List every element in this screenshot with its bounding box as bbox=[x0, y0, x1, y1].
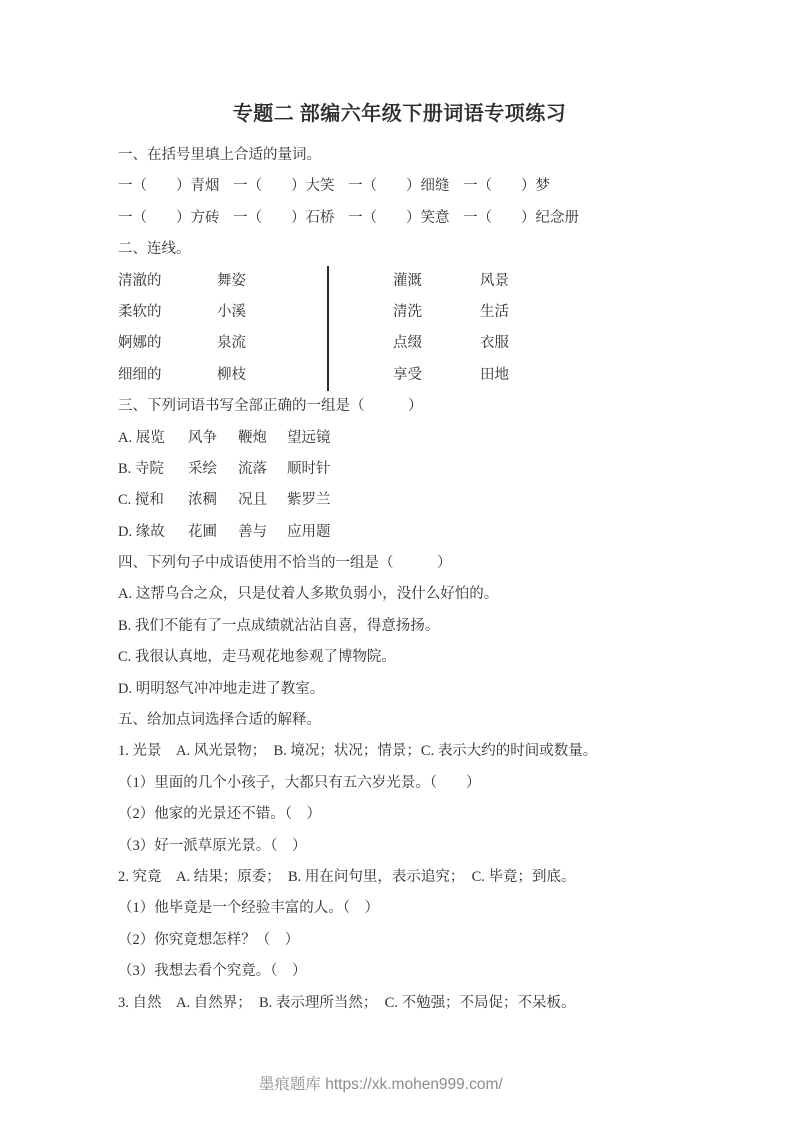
fill-blank-item: 一（ ）青烟 bbox=[118, 178, 220, 195]
page-title: 专题二 部编六年级下册词语专项练习 bbox=[232, 103, 567, 125]
match-word: 风景 bbox=[480, 272, 509, 289]
fill-blank-item: 一（ ）细缝 bbox=[348, 178, 450, 195]
option-word: D. 缘故 bbox=[118, 523, 165, 540]
match-word: 柳枝 bbox=[217, 366, 246, 383]
option-sentence-a: A. 这帮乌合之众，只是仗着人多欺负弱小，没什么好怕的。 bbox=[118, 586, 499, 603]
match-word: 衣服 bbox=[480, 335, 509, 352]
fill-blank-item: 一（ ）石桥 bbox=[233, 209, 335, 226]
option-word: 善与 bbox=[238, 523, 267, 540]
sub-question: （1）里面的几个小孩子，大都只有五六岁光景。（ ） bbox=[118, 774, 481, 791]
match-word: 田地 bbox=[480, 366, 509, 383]
match-word: 清澈的 bbox=[118, 272, 162, 289]
fill-blank-row bbox=[118, 203, 681, 234]
fill-blank-item: 一（ ）大笑 bbox=[233, 178, 335, 195]
option-sentence-c: C. 我很认真地，走马观花地参观了博物院。 bbox=[118, 649, 396, 666]
fill-blank-row bbox=[118, 171, 681, 202]
section3-heading: 三、下列词语书写全部正确的一组是（ ） bbox=[118, 398, 423, 415]
fill-blank-item: 一（ ）梦 bbox=[463, 178, 550, 195]
sub-question: （3）好一派草原光景。（ ） bbox=[118, 837, 307, 854]
fill-blank-item: 一（ ）纪念册 bbox=[463, 209, 579, 226]
section2-heading: 二、连线。 bbox=[118, 241, 191, 258]
sub-question: （2）你究竟想怎样？（ ） bbox=[118, 931, 300, 948]
match-word: 生活 bbox=[480, 303, 509, 320]
option-word: 况且 bbox=[238, 492, 267, 509]
option-sentence-b: B. 我们不能有了一点成绩就沾沾自喜，得意扬扬。 bbox=[118, 617, 440, 634]
option-word: 浓稠 bbox=[188, 492, 217, 509]
option-word: 望远镜 bbox=[287, 429, 331, 446]
option-word: C. 搅和 bbox=[118, 492, 164, 509]
footer-link[interactable]: 墨痕题库 https://xk.mohen999.com/ bbox=[258, 1076, 503, 1093]
option-row-b bbox=[118, 454, 681, 485]
definition-stem-2: 2. 究竟 A. 结果；原委； B. 用在问句里，表示追究； C. 毕竟；到底。 bbox=[118, 868, 576, 885]
option-word: 应用题 bbox=[287, 523, 331, 540]
section5-heading: 五、给加点词选择合适的解释。 bbox=[118, 712, 321, 729]
footer bbox=[0, 1054, 753, 1094]
matching-left-group bbox=[118, 266, 327, 392]
option-word: 风争 bbox=[188, 429, 217, 446]
sub-question: （3）我想去看个究竟。（ ） bbox=[118, 963, 307, 980]
match-word: 细细的 bbox=[118, 366, 162, 383]
option-word: B. 寺院 bbox=[118, 460, 164, 477]
definition-stem-3: 3. 自然 A. 自然界； B. 表示理所当然； C. 不勉强；不局促；不呆板。 bbox=[118, 994, 576, 1011]
option-word: 鞭炮 bbox=[238, 429, 267, 446]
section1-heading: 一、在括号里填上合适的量词。 bbox=[118, 147, 321, 163]
option-word: A. 展览 bbox=[118, 429, 165, 446]
match-word: 泉流 bbox=[217, 335, 246, 352]
option-word: 紫罗兰 bbox=[287, 492, 331, 509]
match-word: 灌溉 bbox=[393, 272, 422, 289]
option-word: 花圃 bbox=[188, 523, 217, 540]
match-word: 柔软的 bbox=[118, 303, 162, 320]
matching-exercise bbox=[118, 266, 681, 392]
match-word: 享受 bbox=[393, 366, 422, 383]
definition-stem-1: 1. 光景 A. 风光景物； B. 境况；状况；情景；C. 表示大约的时间或数量。 bbox=[118, 743, 598, 760]
option-sentence-d: D. 明明怒气冲冲地走进了教室。 bbox=[118, 680, 325, 697]
option-row-a bbox=[118, 423, 681, 454]
option-word: 流落 bbox=[238, 460, 267, 477]
matching-right-group bbox=[329, 266, 509, 392]
option-row-d bbox=[118, 517, 681, 548]
sub-question: （1）他毕竟是一个经验丰富的人。（ ） bbox=[118, 900, 379, 917]
fill-blank-item: 一（ ）笑意 bbox=[348, 209, 450, 226]
section4-heading: 四、下列句子中成语使用不恰当的一组是（ ） bbox=[118, 555, 452, 572]
option-row-c bbox=[118, 485, 681, 516]
match-word: 点缀 bbox=[393, 335, 422, 352]
option-word: 顺时针 bbox=[287, 460, 331, 477]
match-word: 小溪 bbox=[217, 303, 246, 320]
option-word: 采绘 bbox=[188, 460, 217, 477]
fill-blank-item: 一（ ）方砖 bbox=[118, 209, 220, 226]
match-word: 舞姿 bbox=[217, 272, 246, 289]
match-word: 婀娜的 bbox=[118, 335, 162, 352]
match-word: 清洗 bbox=[393, 303, 422, 320]
sub-question: （2）他家的光景还不错。（ ） bbox=[118, 806, 321, 823]
